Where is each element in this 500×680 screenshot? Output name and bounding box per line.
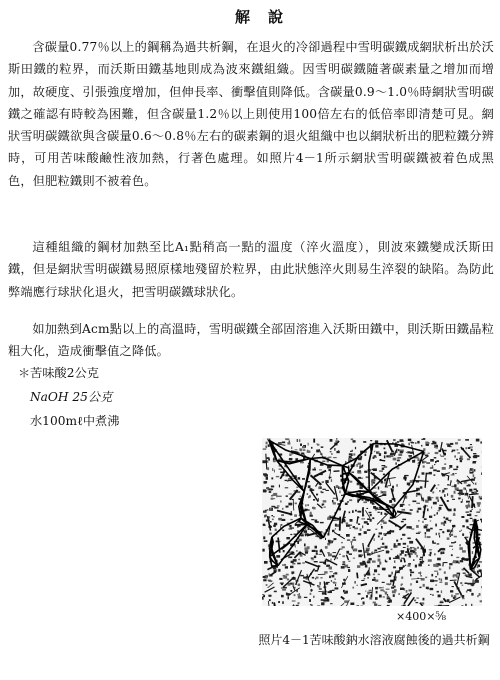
footnote-line-2: 水100mℓ中煮沸 [30, 414, 120, 428]
photo-caption: 照片4－1苦味酸鈉水溶液腐蝕後的過共析鋼 [258, 633, 490, 647]
footnote-title: ＊苦味酸2公克 [18, 366, 99, 380]
micrograph-texture [262, 438, 482, 606]
footnote-line-1: NaOH 25公克 [30, 390, 113, 404]
paragraph-1: 含碳量0.77％以上的鋼稱為過共析鋼，在退火的冷卻過程中雪明碳鐵成網狀析出於沃斯田鐵的粒界，而沃斯田鐵基地則成為波來鐵組織。因雪明碳鐵隨著碳素量之增加而增加，故硬度、引張強度增加，但伸長率、衝擊值則降低。含碳量0.9～1.0％時網狀雪明碳鐵之確認有時較為困難，但含碳量1.2％以上則使用100倍左右的低倍率即清楚可見。網狀雪明碳鐵欲與含碳量0.6～0.8％左右的碳素鋼的退火組織中也以網狀析出的肥粒鐵分辨時，可用苦味酸鹼性液加熱，行著色處理。如照片4－1所示網狀雪明碳鐵被着色成黑色，但肥粒鐵則不被着色。 [8, 40, 494, 188]
micrograph-image [262, 438, 482, 606]
paragraph-3: 如加熱到Acm點以上的高溫時，雪明碳鐵全部固溶進入沃斯田鐵中，則沃斯田鐵晶粒粗大化，造成衝擊值之降低。 [8, 322, 494, 359]
paragraph-2: 這種組織的鋼材加熱至比A₁點稍高一點的溫度（淬火溫度），則波來鐵變成沃斯田鐵，但是網狀雪明碳鐵易照原樣地殘留於粒界，由此狀態淬火則易生淬裂的缺陷。為防此弊端應行球狀化退火，把雪明碳鐵球狀化。 [8, 240, 494, 299]
page-heading: 解說 [234, 8, 301, 26]
magnification-label: ×400×⅝ [396, 610, 447, 623]
